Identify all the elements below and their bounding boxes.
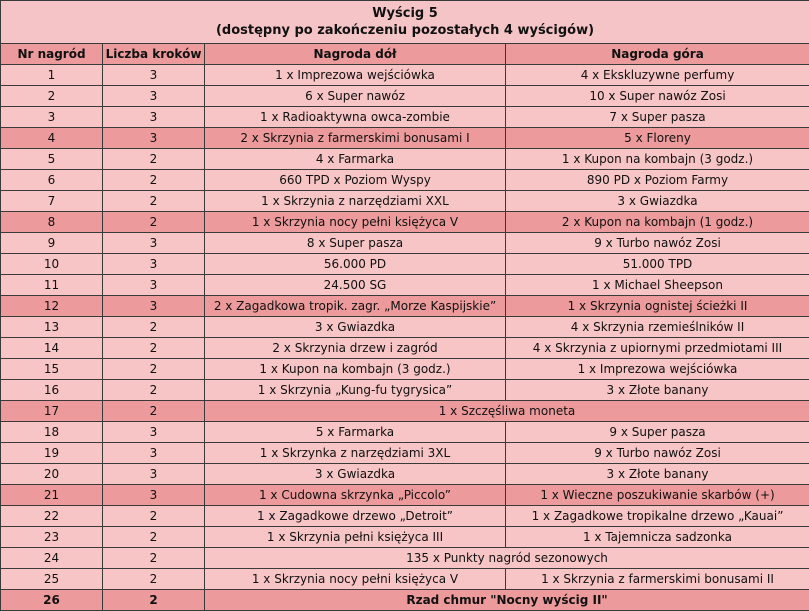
- cell-steps: 3: [103, 464, 205, 485]
- cell-high-prize: 1 x Zagadkowe tropikalne drzewo „Kauai”: [506, 506, 809, 527]
- table-row: [1, 527, 809, 548]
- cell-nr: 4: [1, 128, 103, 149]
- table-row: [1, 548, 809, 569]
- cell-steps: 2: [103, 380, 205, 401]
- cell-low-prize: 660 TPD x Poziom Wyspy: [205, 170, 506, 191]
- cell-high-prize: 7 x Super pasza: [506, 107, 809, 128]
- cell-nr: 2: [1, 86, 103, 107]
- cell-nr: 24: [1, 548, 103, 569]
- cell-low-prize: 3 x Gwiazdka: [205, 464, 506, 485]
- header-low-prize: Nagroda dół: [205, 44, 506, 65]
- cell-low-prize: 5 x Farmarka: [205, 422, 506, 443]
- table-row: [1, 359, 809, 380]
- cell-nr: 15: [1, 359, 103, 380]
- header-row: [1, 44, 809, 65]
- cell-high-prize: 9 x Super pasza: [506, 422, 809, 443]
- cell-nr: 21: [1, 485, 103, 506]
- table-row: [1, 107, 809, 128]
- table-title: [1, 1, 809, 44]
- cell-low-prize: 1 x Imprezowa wejściówka: [205, 65, 506, 86]
- cell-high-prize: 9 x Turbo nawóz Zosi: [506, 443, 809, 464]
- table-row: [1, 191, 809, 212]
- cell-nr: 23: [1, 527, 103, 548]
- cell-nr: 3: [1, 107, 103, 128]
- table-row: [1, 233, 809, 254]
- cell-steps: 2: [103, 359, 205, 380]
- cell-high-prize: 3 x Złote banany: [506, 464, 809, 485]
- cell-low-prize: 1 x Kupon na kombajn (3 godz.): [205, 359, 506, 380]
- cell-high-prize: 3 x Gwiazdka: [506, 191, 809, 212]
- cell-low-prize: 1 x Skrzynka z narzędziami 3XL: [205, 443, 506, 464]
- cell-high-prize: 1 x Imprezowa wejściówka: [506, 359, 809, 380]
- cell-nr: 7: [1, 191, 103, 212]
- cell-low-prize: 1 x Skrzynia „Kung-fu tygrysica”: [205, 380, 506, 401]
- cell-low-prize: 2 x Zagadkowa tropik. zagr. „Morze Kaspijskie”: [205, 296, 506, 317]
- cell-merged-prize: Rzad chmur "Nocny wyścig II": [205, 590, 809, 611]
- cell-steps: 3: [103, 65, 205, 86]
- cell-steps: 2: [103, 149, 205, 170]
- cell-nr: 17: [1, 401, 103, 422]
- cell-nr: 5: [1, 149, 103, 170]
- cell-high-prize: 1 x Michael Sheepson: [506, 275, 809, 296]
- cell-low-prize: 1 x Skrzynia z narzędziami XXL: [205, 191, 506, 212]
- cell-low-prize: 2 x Skrzynia drzew i zagród: [205, 338, 506, 359]
- cell-high-prize: 51.000 TPD: [506, 254, 809, 275]
- cell-low-prize: 1 x Skrzynia nocy pełni księżyca V: [205, 569, 506, 590]
- table-row: [1, 485, 809, 506]
- cell-high-prize: 1 x Skrzynia ognistej ścieżki II: [506, 296, 809, 317]
- cell-low-prize: 56.000 PD: [205, 254, 506, 275]
- cell-steps: 2: [103, 590, 205, 611]
- table-row: [1, 86, 809, 107]
- table-row: [1, 317, 809, 338]
- cell-high-prize: 3 x Złote banany: [506, 380, 809, 401]
- cell-steps: 3: [103, 86, 205, 107]
- cell-high-prize: 1 x Skrzynia z farmerskimi bonusami II: [506, 569, 809, 590]
- cell-low-prize: 1 x Cudowna skrzynka „Piccolo”: [205, 485, 506, 506]
- header-steps: Liczba kroków: [103, 44, 205, 65]
- cell-high-prize: 890 PD x Poziom Farmy: [506, 170, 809, 191]
- cell-steps: 2: [103, 191, 205, 212]
- cell-low-prize: 24.500 SG: [205, 275, 506, 296]
- cell-steps: 2: [103, 170, 205, 191]
- cell-high-prize: 2 x Kupon na kombajn (1 godz.): [506, 212, 809, 233]
- cell-high-prize: 1 x Wieczne poszukiwanie skarbów (+): [506, 485, 809, 506]
- cell-low-prize: 1 x Skrzynia nocy pełni księżyca V: [205, 212, 506, 233]
- cell-high-prize: 4 x Ekskluzywne perfumy: [506, 65, 809, 86]
- cell-steps: 3: [103, 128, 205, 149]
- title-line-2: (dostępny po zakończeniu pozostałych 4 wyścigów): [1, 22, 809, 39]
- table-row: [1, 401, 809, 422]
- cell-high-prize: 5 x Floreny: [506, 128, 809, 149]
- cell-high-prize: 1 x Kupon na kombajn (3 godz.): [506, 149, 809, 170]
- table-row: [1, 422, 809, 443]
- table-row: [1, 128, 809, 149]
- cell-high-prize: 9 x Turbo nawóz Zosi: [506, 233, 809, 254]
- cell-low-prize: 2 x Skrzynia z farmerskimi bonusami I: [205, 128, 506, 149]
- cell-steps: 3: [103, 296, 205, 317]
- table-row: [1, 275, 809, 296]
- cell-nr: 20: [1, 464, 103, 485]
- cell-high-prize: 4 x Skrzynia z upiornymi przedmiotami III: [506, 338, 809, 359]
- cell-low-prize: 8 x Super pasza: [205, 233, 506, 254]
- cell-steps: 2: [103, 527, 205, 548]
- cell-high-prize: 4 x Skrzynia rzemieślników II: [506, 317, 809, 338]
- cell-steps: 3: [103, 254, 205, 275]
- table-row: [1, 380, 809, 401]
- cell-low-prize: 4 x Farmarka: [205, 149, 506, 170]
- table-row: [1, 590, 809, 611]
- cell-steps: 3: [103, 443, 205, 464]
- cell-nr: 8: [1, 212, 103, 233]
- cell-steps: 3: [103, 107, 205, 128]
- cell-nr: 26: [1, 590, 103, 611]
- cell-low-prize: 1 x Zagadkowe drzewo „Detroit”: [205, 506, 506, 527]
- table-row: [1, 296, 809, 317]
- cell-steps: 2: [103, 212, 205, 233]
- table-row: [1, 338, 809, 359]
- cell-low-prize: 1 x Radioaktywna owca-zombie: [205, 107, 506, 128]
- header-nr: Nr nagród: [1, 44, 103, 65]
- cell-nr: 10: [1, 254, 103, 275]
- cell-high-prize: 1 x Tajemnicza sadzonka: [506, 527, 809, 548]
- cell-merged-prize: 1 x Szczęśliwa moneta: [205, 401, 809, 422]
- cell-steps: 2: [103, 506, 205, 527]
- table-row: [1, 506, 809, 527]
- table-row: [1, 443, 809, 464]
- table-row: [1, 254, 809, 275]
- cell-steps: 2: [103, 338, 205, 359]
- cell-nr: 25: [1, 569, 103, 590]
- cell-steps: 2: [103, 317, 205, 338]
- table-row: [1, 170, 809, 191]
- cell-nr: 18: [1, 422, 103, 443]
- table-row: [1, 464, 809, 485]
- cell-steps: 3: [103, 485, 205, 506]
- cell-nr: 22: [1, 506, 103, 527]
- cell-low-prize: 1 x Skrzynia pełni księżyca III: [205, 527, 506, 548]
- table-row: [1, 212, 809, 233]
- cell-steps: 2: [103, 401, 205, 422]
- cell-steps: 3: [103, 275, 205, 296]
- title-line-1: Wyścig 5: [1, 5, 809, 22]
- cell-nr: 11: [1, 275, 103, 296]
- cell-nr: 1: [1, 65, 103, 86]
- cell-nr: 13: [1, 317, 103, 338]
- cell-nr: 6: [1, 170, 103, 191]
- table-row: [1, 149, 809, 170]
- cell-low-prize: 3 x Gwiazdka: [205, 317, 506, 338]
- cell-steps: 3: [103, 422, 205, 443]
- header-high-prize: Nagroda góra: [506, 44, 809, 65]
- cell-nr: 16: [1, 380, 103, 401]
- cell-high-prize: 10 x Super nawóz Zosi: [506, 86, 809, 107]
- cell-nr: 19: [1, 443, 103, 464]
- cell-nr: 12: [1, 296, 103, 317]
- table-row: [1, 65, 809, 86]
- table-row: [1, 569, 809, 590]
- cell-nr: 14: [1, 338, 103, 359]
- cell-nr: 9: [1, 233, 103, 254]
- cell-steps: 2: [103, 569, 205, 590]
- cell-merged-prize: 135 x Punkty nagród sezonowych: [205, 548, 809, 569]
- cell-steps: 3: [103, 233, 205, 254]
- cell-steps: 2: [103, 548, 205, 569]
- cell-low-prize: 6 x Super nawóz: [205, 86, 506, 107]
